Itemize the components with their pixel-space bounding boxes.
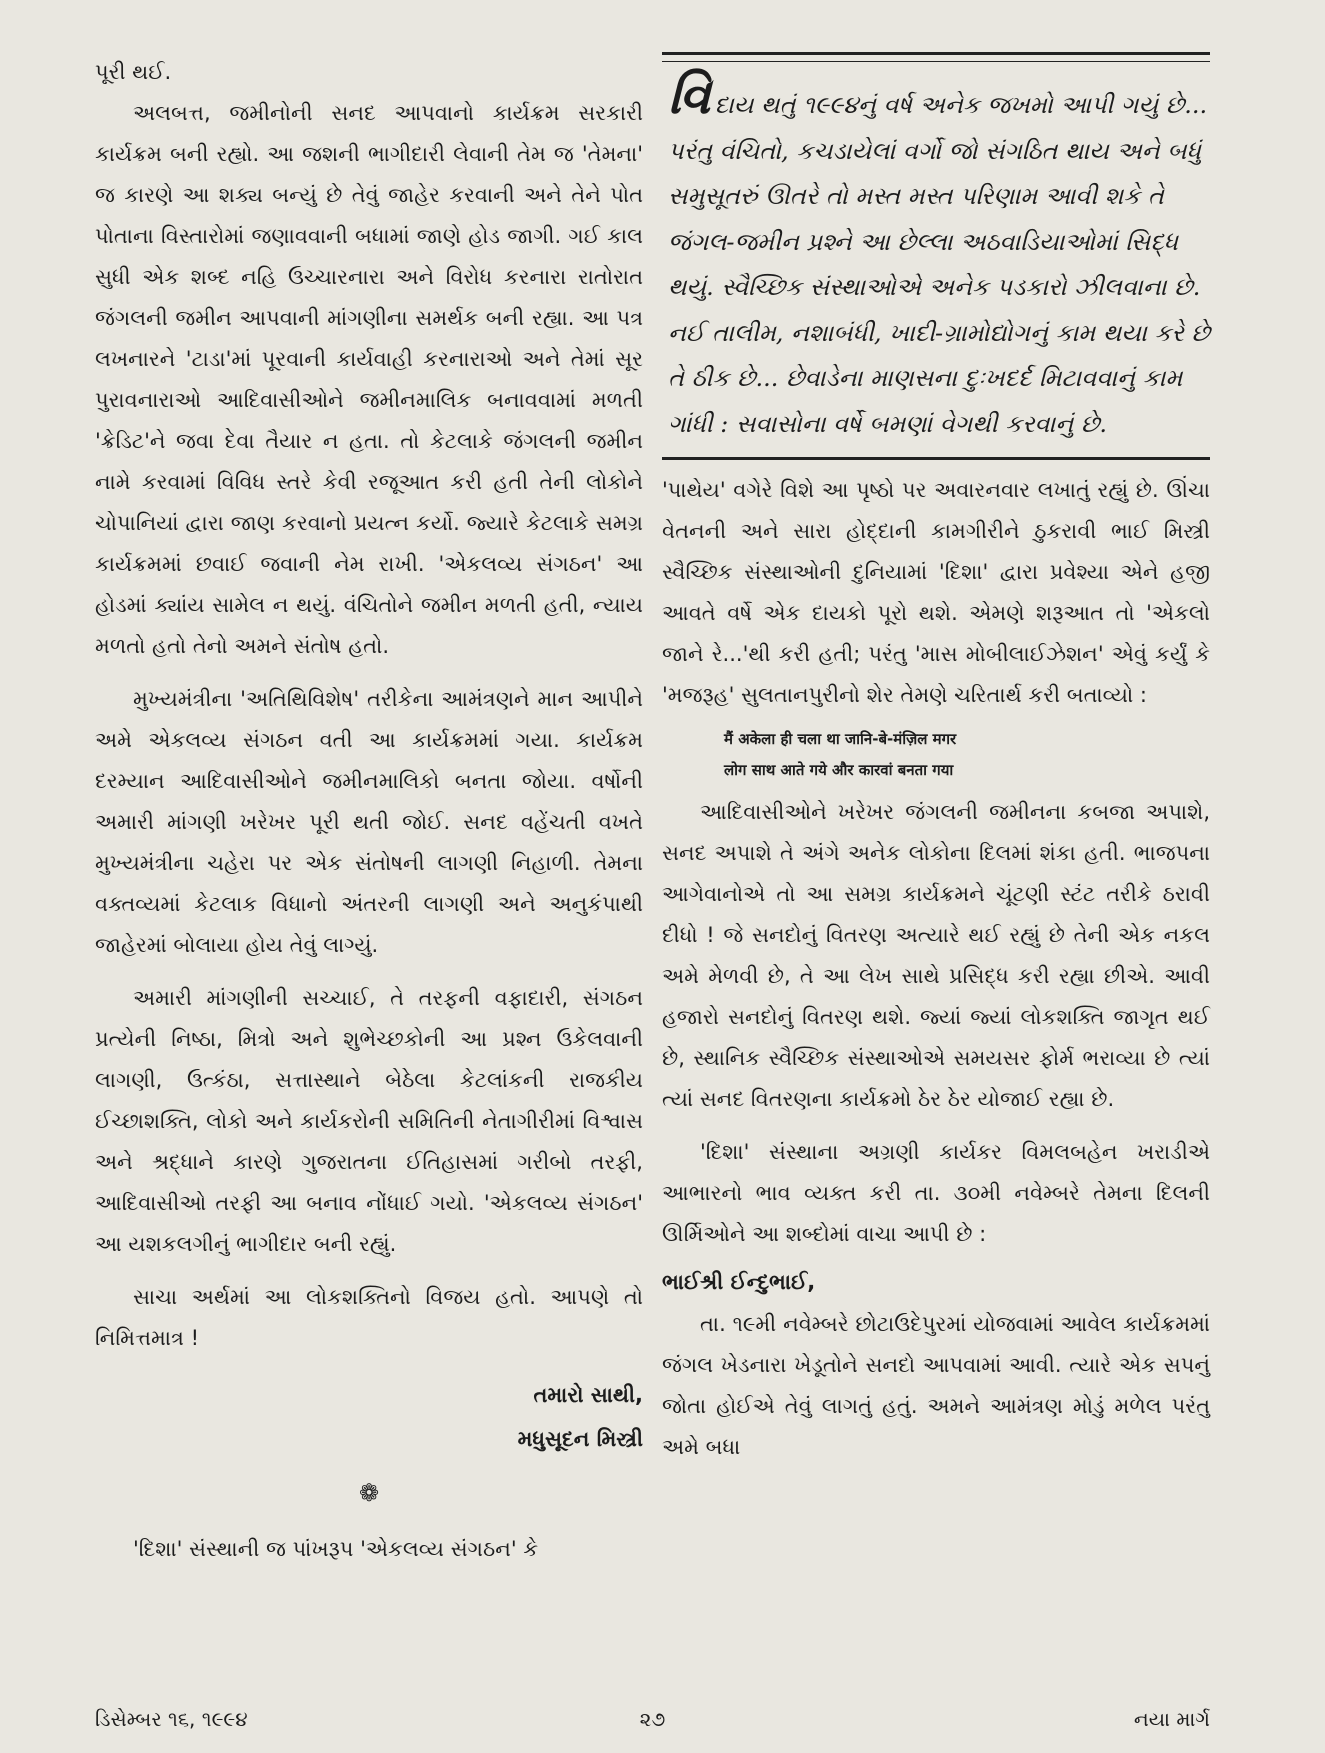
pullquote-top-rule: [662, 52, 1210, 62]
pullquote: [662, 66, 1210, 447]
footer-page-number: ૨૭: [639, 1707, 666, 1731]
left-paragraph-3: અમારી માંગણીની સચ્ચાઈ, તે તરફની વફાદારી, સંગઠન પ્રત્યેની નિષ્ઠા, મિત્રો અને શુભેચ્છકોની આ પ્રશ્ન ઉકેલવાની લાગણી, ઉત્કંઠા, સત્તાસ્થાને બેઠેલા કેટલાંકની રાજકીય ઈચ્છાશક્તિ, લોકો અને કાર્યકરોની સમિતિની નેતાગીરીમાં વિશ્વાસ અને શ્રદ્ધાને કારણે ગુજરાતના ઈતિહાસમાં ગરીબો તરફી, આદિવાસીઓ તરફી આ બનાવ નોંધાઈ ગયો. 'એકલવ્ય સંગઠન' આ યશકલગીનું ભાગીદાર બની રહ્યું.: [95, 986, 643, 1256]
left-paragraph-5: 'દિશા' સંસ્થાની જ પાંખરૂપ 'એકલવ્ય સંગઠન' કે: [133, 1537, 539, 1561]
left-paragraph-4: સાચા અર્થમાં આ લોકશક્તિનો વિજય હતો. આપણે તો નિમિત્તમાત્ર !: [95, 1285, 643, 1350]
poem-couplet: [724, 724, 1210, 786]
signoff: તમારો સાથી,: [533, 1383, 643, 1407]
pullquote-text: દાય થતું ૧૯૯૪નું વર્ષ અનેક જખમો આપી ગયું છે... પરંતુ વંચિતો, કચડાયેલાં વર્ગો જો સંગઠિત થાય અને બધું સમુસૂતરું ઊતરે તો મસ્ત મસ્ત પરિણામ આવી શકે તે જંગલ-જમીન પ્રશ્ને આ છેલ્લા અઠવાડિયાઓમાં સિદ્ધ થયું. સ્વૈચ્છિક સંસ્થાઓએ અનેક પડકારો ઝીલવાના છે. નઈ તાલીમ, નશાબંધી, ખાદી-ગ્રામોદ્યોગનું કામ થયા કરે છે તે ઠીક છે... છેવાડેના માણસના દુઃખદર્દ મિટાવવાનું કામ ગાંધી : સવાસોના વર્ષે બમણાં વેગથી કરવાનું છે.: [668, 91, 1210, 438]
footer-magazine-name: નયા માર્ગ: [1133, 1707, 1210, 1731]
opening-line: પૂરી થઈ.: [95, 60, 172, 84]
right-paragraph-3: 'દિશા' સંસ્થાના અગ્રણી કાર્યકર વિમલબહેન ખરાડીએ આભારનો ભાવ વ્યક્ત કરી તા. ૩૦મી નવેમ્બરે તેમના દિલની ઊર્મિઓને આ શબ્દોમાં વાચા આપી છે :: [662, 1140, 1210, 1246]
letter-salutation: ભાઈશ્રી ઈન્દુભાઈ,: [662, 1270, 816, 1294]
page-footer: [95, 1702, 1210, 1736]
poem-line-2: लोग साथ आते गये और कारवां बनता गया: [724, 761, 954, 779]
right-paragraph-2: આદિવાસીઓને ખરેખર જંગલની જમીનના કબજા અપાશે, સનદ અપાશે તે અંગે અનેક લોકોના દિલમાં શંકા હતી. ભાજપના આગેવાનોએ તો આ સમગ્ર કાર્યક્રમને ચૂંટણી સ્ટંટ તરીકે ઠરાવી દીધો ! જે સનદોનું વિતરણ અત્યારે થઈ રહ્યું છે તેની એક નકલ અમે મેળવી છે, તે આ લેખ સાથે પ્રસિદ્ધ કરી રહ્યા છીએ. આવી હજારો સનદોનું વિતરણ થશે. જ્યાં જ્યાં લોકશક્તિ જાગૃત થઈ છે, સ્થાનિક સ્વૈચ્છિક સંસ્થાઓએ સમયસર ફોર્મ ભરાવ્યા છે ત્યાં ત્યાં સનદ વિતરણના કાર્યક્રમો ઠેર ઠેર યોજાઈ રહ્યા છે.: [662, 800, 1211, 1111]
signature: મધુસૂદન મિસ્ત્રી: [517, 1427, 643, 1451]
left-column: [95, 52, 643, 1570]
pullquote-drop-cap: વિ: [668, 66, 711, 125]
right-paragraph-4: તા. ૧૯મી નવેમ્બરે છોટાઉદેપુરમાં યોજવામાં આવેલ કાર્યક્રમમાં જંગલ ખેડનારા ખેડૂતોને સનદો આપવામાં આવી. ત્યારે એક સપનું જોતા હોઈએ તેવું લાગતું હતું. અમને આમંત્રણ મોડું મળેલ પરંતુ અમે બધા: [662, 1312, 1210, 1459]
left-paragraph-1: અલબત્ત, જમીનોની સનદ આપવાનો કાર્યક્રમ સરકારી કાર્યક્રમ બની રહ્યો. આ જશની ભાગીદારી લેવાની તેમ જ 'તેમના' જ કારણે આ શક્ય બન્યું છે તેવું જાહેર કરવાની અને તેને પોત પોતાના વિસ્તારોમાં જણાવવાની બધામાં જાણે હોડ જાગી. ગઈ કાલ સુધી એક શબ્દ નહિ ઉચ્ચારનારા અને વિરોધ કરનારા રાતોરાત જંગલની જમીન આપવાની માંગણીના સમર્થક બની રહ્યા. આ પત્ર લખનારને 'ટાડા'માં પૂરવાની કાર્યવાહી કરનારાઓ અને તેમાં સૂર પુરાવનારાઓ આદિવાસીઓને જમીનમાલિક બનાવવામાં મળતી 'ક્રેડિટ'ને જવા દેવા તૈયાર ન હતા. તો કેટલાકે જંગલની જમીન નામે કરવામાં વિવિધ સ્તરે કેવી રજૂઆત કરી હતી તેની લોકોને ચોપાનિયાં દ્વારા જાણ કરવાનો પ્રયત્ન કર્યો. જ્યારે કેટલાકે સમગ્ર કાર્યક્રમમાં છવાઈ જવાની નેમ રાખી. 'એકલવ્ય સંગઠન' આ હોડમાં ક્યાંય સામેલ ન થયું. વંચિતોને જમીન મળતી હતી, ન્યાય મળતો હતો તેનો અમને સંતોષ હતો.: [95, 101, 643, 658]
right-paragraph-1: 'પાથેય' વગેરે વિશે આ પૃષ્ઠો પર અવારનવાર લખાતું રહ્યું છે. ઊંચા વેતનની અને સારા હોદ્દાની કામગીરીને ઠુકરાવી ભાઈ મિસ્ત્રી સ્વૈચ્છિક સંસ્થાઓની દુનિયામાં 'દિશા' દ્વારા પ્રવેશ્યા એને હજી આવતે વર્ષે એક દાયકો પૂરો થશે. એમણે શરૂઆત તો 'એકલો જાને રે...'થી કરી હતી; પરંતુ 'માસ મોબીલાઈઝેશન' એવું કર્યું કે 'મજરૂહ' સુલતાનપુરીનો શેર તેમણે ચરિતાર્થ કરી બતાવ્યો :: [662, 478, 1210, 707]
poem-line-1: मैं अकेला ही चला था जानि-बे-मंज़िल मगर: [724, 730, 957, 748]
footer-date: ડિસેમ્બર ૧૬, ૧૯૯૪: [95, 1707, 248, 1731]
right-column: [662, 52, 1210, 1468]
left-paragraph-2: મુખ્યમંત્રીના 'અતિથિવિશેષ' તરીકેના આમંત્રણને માન આપીને અમે એકલવ્ય સંગઠન વતી આ કાર્યક્રમમાં ગયા. કાર્યક્રમ દરમ્યાન આદિવાસીઓને જમીનમાલિકો બનતા જોયા. વર્ષોની અમારી માંગણી ખરેખર પૂરી થતી જોઈ. સનદ વહેંચતી વખતે મુખ્યમંત્રીના ચહેરા પર એક સંતોષની લાગણી નિહાળી. તેમના વક્તવ્યમાં કેટલાક વિધાનો અંતરની લાગણી અને અનુકંપાથી જાહેરમાં બોલાયા હોય તેવું લાગ્યું.: [95, 687, 643, 957]
pullquote-bottom-rule: [662, 457, 1210, 464]
asterism-ornament: ❁: [358, 1479, 380, 1507]
